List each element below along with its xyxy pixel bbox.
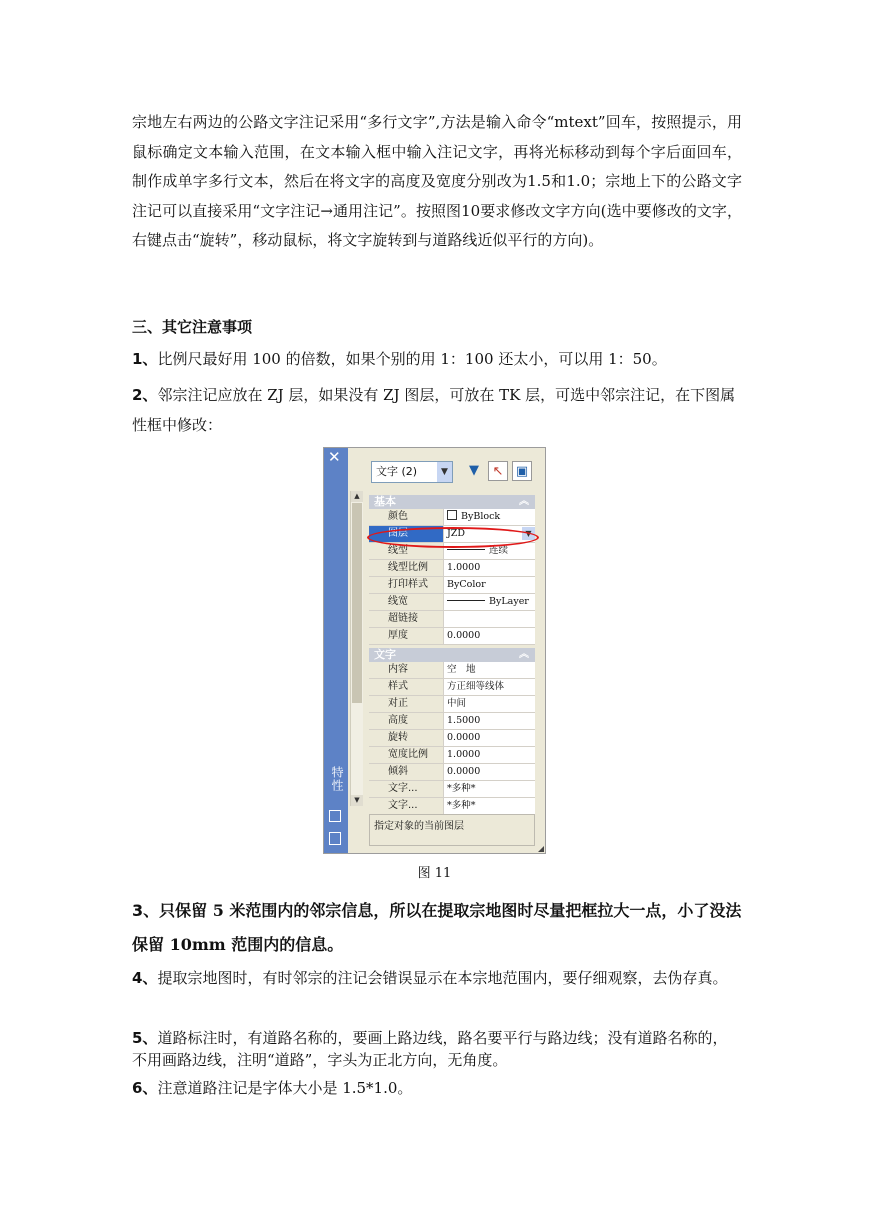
property-key: 文字... (369, 781, 444, 797)
note-item-4 (132, 962, 742, 994)
group-header[interactable] (369, 648, 535, 662)
collapse-icon[interactable]: ︽ (519, 496, 529, 507)
pickadd-toggle-icon[interactable]: ▣ (512, 461, 532, 481)
group-header[interactable] (369, 495, 535, 509)
property-row[interactable] (369, 730, 535, 747)
property-key: 超链接 (369, 611, 444, 627)
property-row[interactable] (369, 781, 535, 798)
object-type-value: 文字 (2) (376, 465, 418, 478)
property-row[interactable] (369, 747, 535, 764)
property-value: 1.5000 (447, 715, 481, 726)
group-title: 基本 (374, 495, 396, 508)
scroll-down-icon[interactable]: ▼ (351, 795, 363, 806)
property-row[interactable] (369, 611, 535, 628)
item-text: 注意道路注记是字体大小是 1.5*1.0。 (157, 1079, 413, 1097)
property-row[interactable] (369, 764, 535, 781)
property-value: 1.0000 (447, 749, 481, 760)
property-value: *多种* (447, 783, 476, 794)
property-value: 中间 (447, 698, 467, 709)
note-item-2 (132, 380, 742, 440)
property-key: 内容 (369, 662, 444, 678)
property-description: 指定对象的当前图层 (369, 814, 535, 846)
property-key: 文字... (369, 798, 444, 814)
property-key: 打印样式 (369, 577, 444, 593)
property-key: 旋转 (369, 730, 444, 746)
item-number: 1、 (132, 350, 158, 368)
lineweight-preview-icon (447, 600, 485, 601)
item-number: 5、 (132, 1029, 158, 1047)
close-icon[interactable]: ✕ (328, 448, 341, 466)
property-key: 图层 (369, 526, 444, 542)
note-item-5 (132, 1027, 742, 1071)
property-value: 1.0000 (447, 562, 481, 573)
property-value: 0.0000 (447, 630, 481, 641)
select-objects-icon[interactable]: ↖ (488, 461, 508, 481)
scroll-up-icon[interactable]: ▲ (351, 491, 363, 502)
property-key: 高度 (369, 713, 444, 729)
property-row[interactable] (369, 594, 535, 611)
property-group-general (369, 495, 535, 645)
property-value (444, 611, 535, 627)
figure-caption: 图 11 (417, 866, 452, 881)
property-row[interactable] (369, 679, 535, 696)
property-row[interactable] (369, 696, 535, 713)
property-row[interactable] (369, 798, 535, 815)
scrollbar-thumb[interactable] (352, 503, 362, 703)
item-text: 提取宗地图时，有时邻宗的注记会错误显示在本宗地范围内，要仔细观察，去伪存真。 (157, 969, 728, 987)
property-value-text: JZD (447, 528, 466, 539)
item-number: 6、 (132, 1079, 158, 1097)
panel-title-strip (324, 448, 348, 853)
properties-panel-figure (323, 447, 546, 854)
group-title: 文字 (374, 648, 396, 661)
property-value (444, 509, 535, 525)
item-text: 比例尺最好用 100 的倍数，如果个别的用 1：100 还太小，可以用 1：50。 (157, 350, 667, 368)
properties-menu-icon[interactable] (329, 832, 341, 845)
item-number: 2、 (132, 386, 158, 404)
property-key: 倾斜 (369, 764, 444, 780)
property-value: 空 地 (447, 664, 476, 675)
property-row[interactable] (369, 713, 535, 730)
quick-select-icon[interactable]: ▼ (469, 463, 479, 478)
note-item-3 (132, 894, 742, 962)
note-item-6 (132, 1077, 742, 1098)
property-value-text: ByBlock (461, 511, 501, 522)
property-row[interactable] (369, 628, 535, 645)
property-key: 宽度比例 (369, 747, 444, 763)
note-item-1 (132, 348, 742, 369)
property-key: 样式 (369, 679, 444, 695)
property-key: 线宽 (369, 594, 444, 610)
body-paragraph: 宗地左右两边的公路文字注记采用“多行文字”,方法是输入命令“mtext”回车，按照提示，用鼠标确定文本输入范围，在文本输入框中输入注记文字，再将光标移动到每个字后面回车，制作成单字多行文本，然后在将文字的高度及宽度分别改为1.5和1.0；宗地上下的公路文字注记可以直接采用“文字注记→通用注记”。按照图10要求修改文字方向(选中要修改的文字，右键点击“旋转”，移动鼠标，将文字旋转到与道路线近似平行的方向)。 (132, 113, 742, 249)
property-row[interactable] (369, 509, 535, 526)
auto-hide-icon[interactable] (329, 810, 341, 822)
chevron-down-icon[interactable]: ▼ (522, 527, 535, 540)
property-value: 0.0000 (447, 766, 481, 777)
property-value: ByColor (447, 579, 486, 590)
section-heading: 三、其它注意事项 (132, 318, 253, 336)
item-number: 3、 (132, 901, 160, 920)
linetype-preview-icon (447, 549, 485, 550)
item-text: 道路标注时，有道路名称的，要画上路边线，路名要平行与路边线；没有道路名称的，不用画路边线，注明“道路”，字头为正北方向，无角度。 (132, 1029, 728, 1069)
color-swatch-icon (447, 510, 457, 520)
property-key: 厚度 (369, 628, 444, 644)
chevron-down-icon[interactable]: ▼ (437, 462, 452, 482)
property-value (444, 594, 535, 610)
property-value: 0.0000 (447, 732, 481, 743)
property-key: 线型比例 (369, 560, 444, 576)
property-group-text (369, 648, 535, 815)
collapse-icon[interactable]: ︽ (519, 649, 529, 660)
vertical-scrollbar[interactable] (350, 491, 363, 806)
item-text: 只保留 5 米范围内的邻宗信息，所以在提取宗地图时尽量把框拉大一点，小了没法保留 10mm 范围内的信息。 (132, 901, 742, 954)
item-number: 4、 (132, 969, 158, 987)
property-value-text: ByLayer (489, 596, 529, 607)
property-key: 线型 (369, 543, 444, 559)
resize-grip-icon[interactable] (538, 846, 544, 852)
highlight-annotation (367, 527, 539, 548)
object-type-select[interactable] (371, 461, 453, 483)
property-row[interactable] (369, 577, 535, 594)
property-value: 方正细等线体 (447, 681, 505, 692)
property-value-text: 连续 (489, 545, 509, 556)
property-row[interactable] (369, 560, 535, 577)
property-key: 对正 (369, 696, 444, 712)
property-value: *多种* (447, 800, 476, 811)
item-text: 邻宗注记应放在 ZJ 层，如果没有 ZJ 图层，可放在 TK 层，可选中邻宗注记，在下图属性框中修改： (132, 386, 736, 434)
property-row[interactable] (369, 662, 535, 679)
property-key: 颜色 (369, 509, 444, 525)
panel-title: 特性 (330, 766, 344, 792)
